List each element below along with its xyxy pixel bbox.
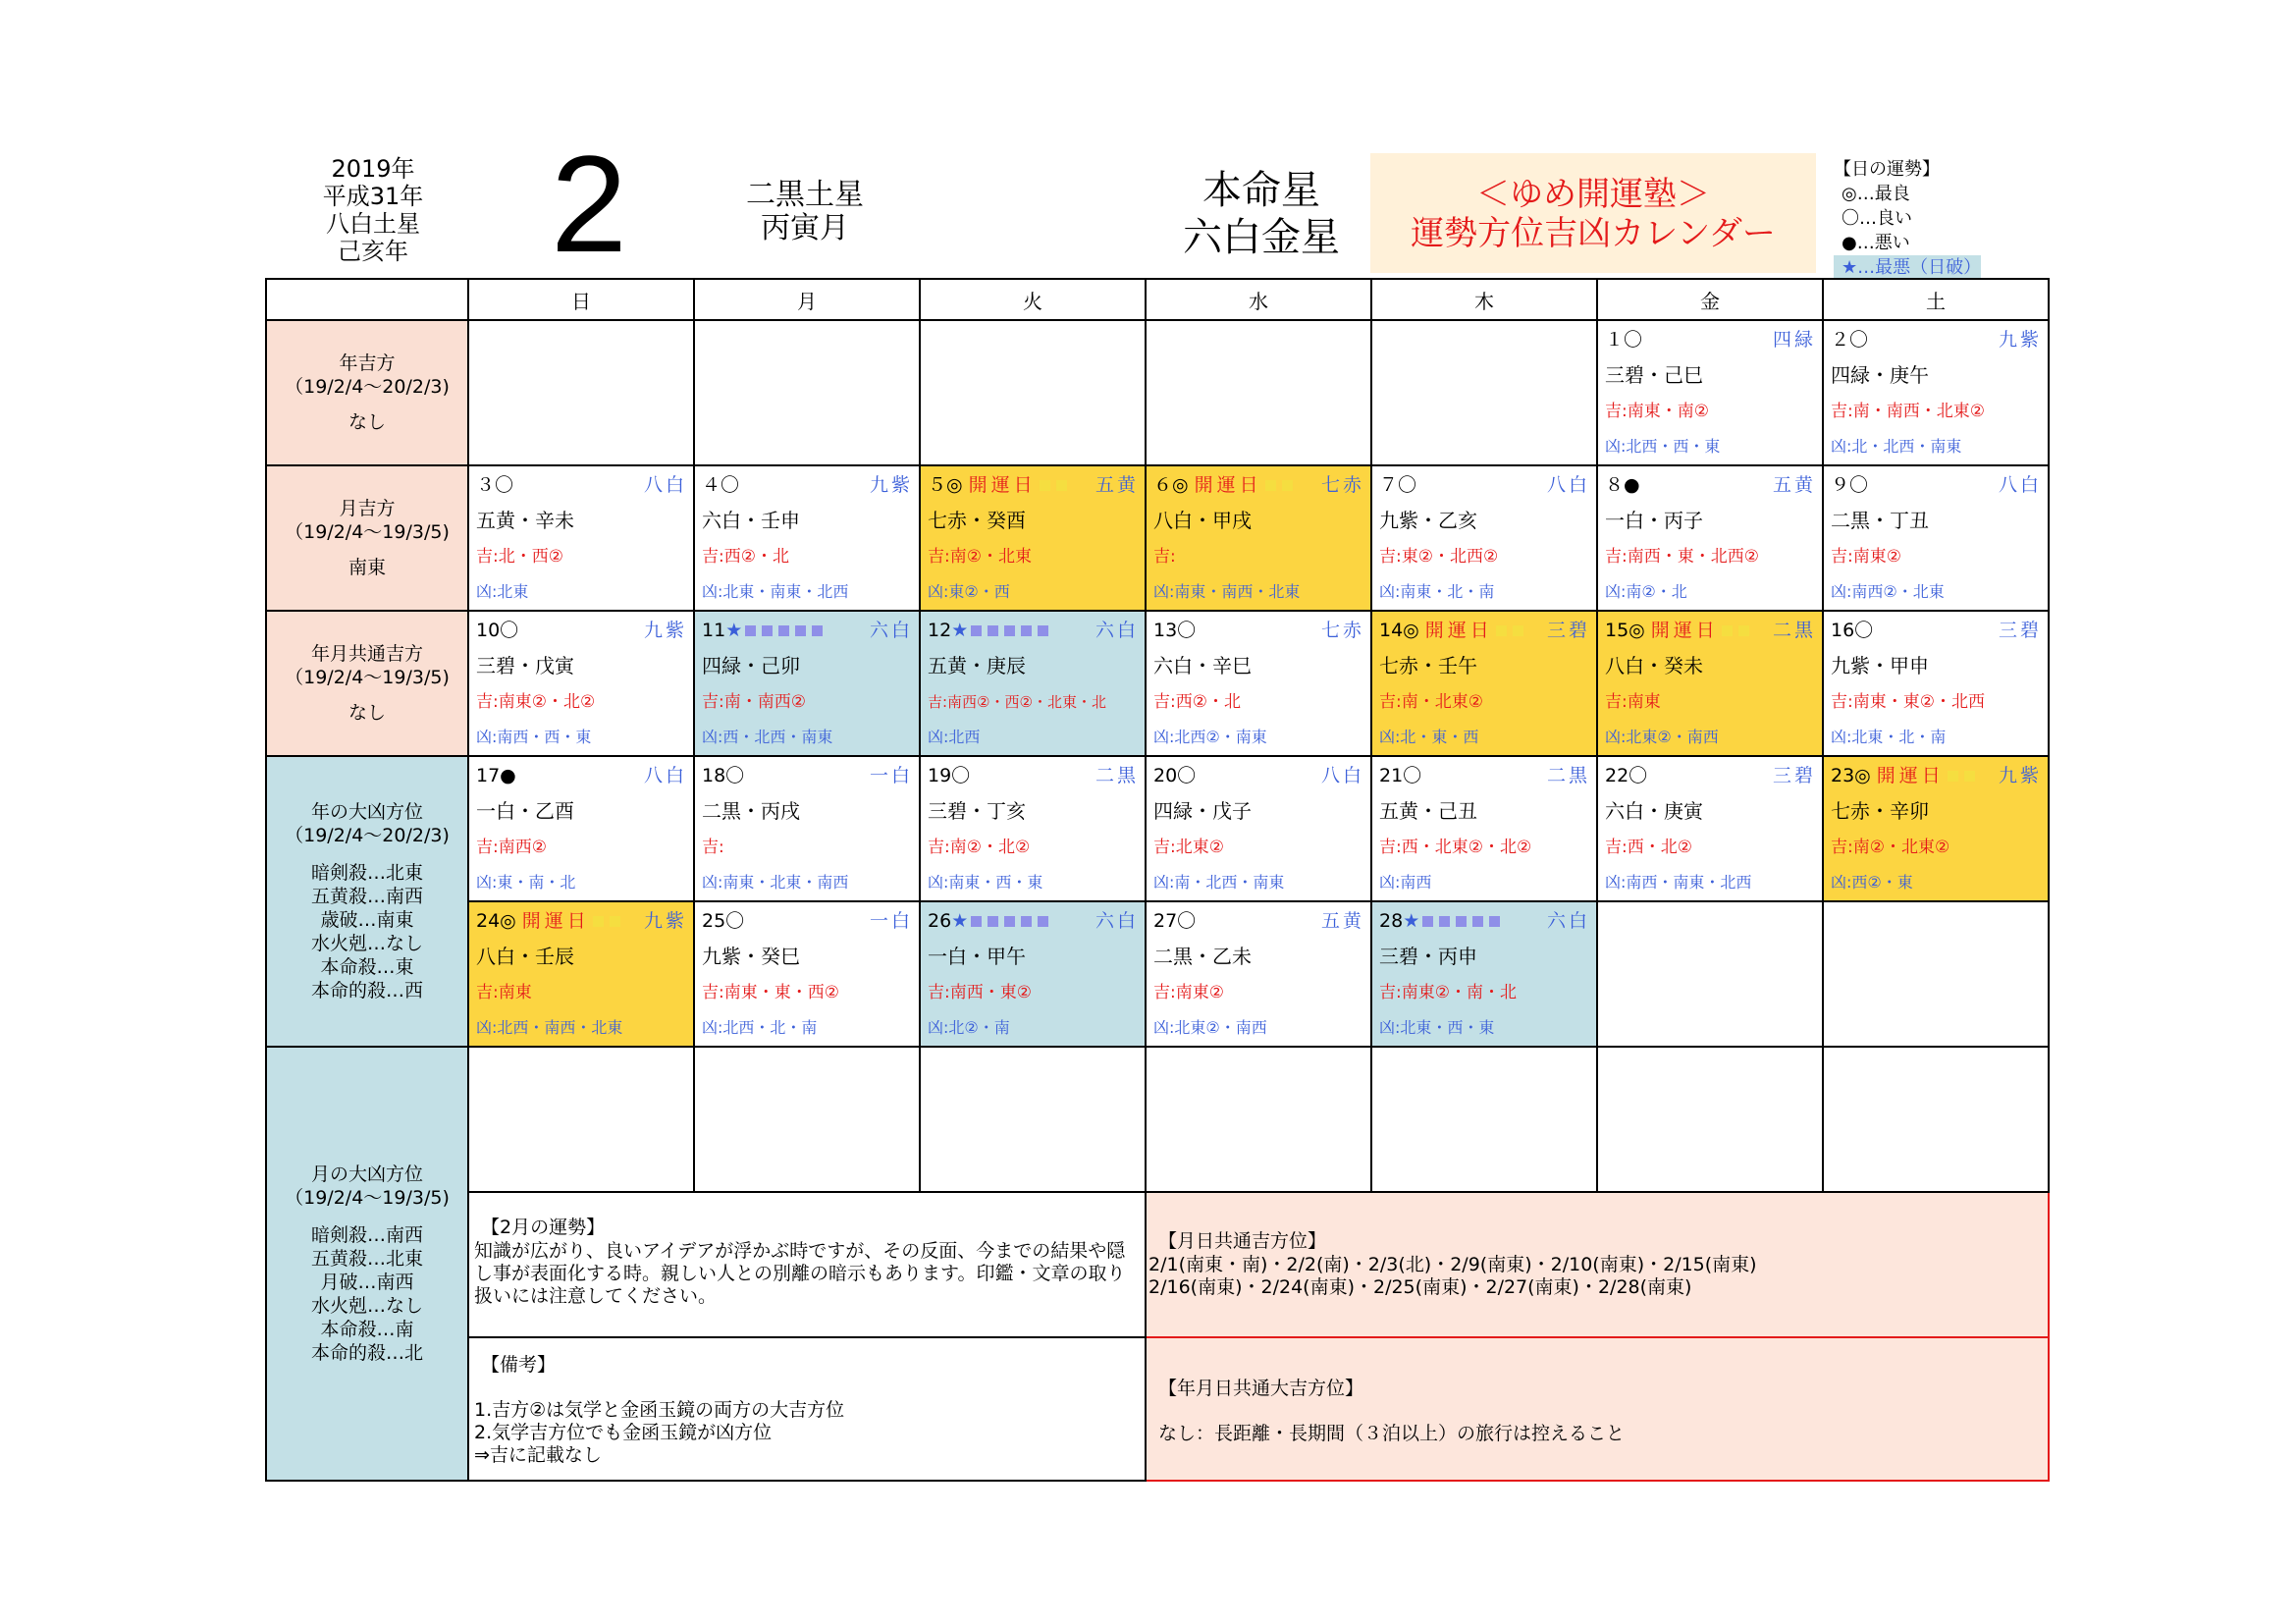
day-kyo: 凶:西・北西・南東 — [702, 728, 833, 746]
day-cell-6[interactable] — [1146, 465, 1371, 611]
day-kyo: 凶:北東・西・東 — [1379, 1018, 1495, 1037]
day-star: 六白 — [1546, 910, 1590, 932]
day-star: 五黄 — [1095, 474, 1139, 496]
day-star: 四緑 — [1772, 329, 1816, 351]
day-star: 七赤 — [1320, 474, 1364, 496]
legend-good: 〇…良い — [1842, 208, 1912, 229]
monthly-fortune-box — [468, 1192, 1146, 1337]
day-kyo: 凶:西②・東 — [1831, 873, 1913, 892]
side-year-bad — [266, 756, 468, 1047]
side-month-good — [266, 465, 468, 611]
day-star: 五黄 — [1320, 910, 1364, 932]
grand-good-title: 【年月日共通大吉方位】 — [1158, 1378, 1364, 1399]
day-kyo: 凶:南西・南東・北西 — [1605, 873, 1752, 892]
day-cell-16[interactable] — [1823, 611, 2049, 756]
day-cell-28[interactable] — [1371, 901, 1597, 1047]
side-item: 五黄殺…北東 — [310, 1248, 423, 1270]
calendar-table — [265, 278, 2050, 1482]
day-kyo: 凶:北西・南西・北東 — [476, 1018, 623, 1037]
day-kichi: 吉: — [1153, 547, 1176, 567]
day-number: ３〇 — [476, 474, 514, 496]
honmei-value: 六白金星 — [1183, 215, 1340, 260]
day-star: 七赤 — [1320, 620, 1364, 641]
legend-worst: ★…最悪（日破） — [1834, 255, 1981, 280]
day-star: 八白 — [1998, 474, 2042, 496]
side-item: 本命殺…南 — [320, 1319, 414, 1340]
day-kanshi: 五黄・己丑 — [1379, 799, 1477, 823]
day-cell-empty — [1371, 1047, 1597, 1192]
day-number: ８● — [1605, 474, 1640, 496]
day-kyo: 凶:東・南・北 — [476, 873, 576, 892]
day-kanshi: 五黄・辛未 — [476, 509, 574, 532]
worst-square — [778, 625, 789, 636]
day-star: 九紫 — [643, 620, 687, 641]
grand-good-body: なし：長距離・長期間（３泊以上）の旅行は控えること — [1158, 1423, 1626, 1444]
legend-bad: ●…悪い — [1842, 233, 1910, 253]
day-star: 五黄 — [1772, 474, 1816, 496]
day-kyo: 凶:南東・北東・南西 — [702, 873, 849, 892]
worst-square — [795, 625, 806, 636]
day-kanshi: 一白・甲午 — [928, 945, 1026, 968]
kaiun-square — [1496, 625, 1507, 636]
legend — [1834, 157, 1981, 280]
day-cell-empty — [1597, 1047, 1823, 1192]
day-number: 20〇 — [1153, 765, 1197, 786]
kaiun-square — [1056, 480, 1067, 491]
year-western: 2019年 — [331, 155, 415, 183]
day-kanshi: 四緑・庚午 — [1831, 363, 1929, 387]
month-number: 2 — [551, 127, 627, 281]
day-kichi: 吉:南西・東・北西② — [1605, 547, 1759, 567]
day-kichi: 吉:南東②・北② — [476, 692, 596, 712]
day-kyo: 凶:南西・西・東 — [476, 728, 592, 746]
day-star: 九紫 — [1998, 329, 2042, 351]
day-star: 六白 — [869, 620, 913, 641]
month-kanshi: 丙寅月 — [761, 211, 849, 245]
kaiun-square — [1040, 480, 1050, 491]
day-kyo: 凶:南②・北 — [1605, 582, 1687, 601]
day-kyo: 凶:北東②・南西 — [1153, 1018, 1267, 1037]
kaiun-square — [1265, 480, 1276, 491]
day-kyo: 凶:北西・西・東 — [1605, 437, 1721, 456]
day-cell-24[interactable] — [468, 901, 694, 1047]
day-number: 12 — [928, 620, 952, 641]
day-number: ５◎ — [928, 474, 963, 496]
day-cell-empty — [468, 320, 694, 465]
day-kyo: 凶:北東 — [476, 582, 529, 601]
day-kyo: 凶:北西②・南東 — [1153, 728, 1267, 746]
day-cell-15[interactable] — [1597, 611, 1823, 756]
day-cell-27[interactable] — [1146, 901, 1371, 1047]
side-item: 暗剣殺…南西 — [310, 1224, 423, 1246]
kaiun-square — [1738, 625, 1749, 636]
day-star: 二黒 — [1772, 620, 1816, 641]
worst-square — [1004, 916, 1015, 927]
year-star: 八白土星 — [326, 210, 420, 238]
day-star: 三碧 — [1998, 620, 2042, 641]
side-title: 月の大凶方位 — [310, 1164, 423, 1185]
day-number: 23◎ — [1831, 765, 1871, 786]
side-title: 月吉方 — [339, 498, 396, 519]
day-kyo: 凶:北東・北・南 — [1831, 728, 1947, 746]
day-kichi: 吉:南・南西・北東② — [1831, 402, 1985, 421]
kaiun-square — [1948, 771, 1958, 782]
worst-square — [971, 625, 982, 636]
day-star: 九紫 — [869, 474, 913, 496]
day-cell-21[interactable] — [1371, 756, 1597, 901]
year-kanshi: 己亥年 — [338, 238, 408, 265]
honmei-label: 本命星 — [1202, 168, 1320, 213]
day-kanshi: 三碧・戊寅 — [476, 654, 574, 677]
day-cell-17[interactable] — [468, 756, 694, 901]
day-cell-22[interactable] — [1597, 756, 1823, 901]
kaiun-label: 開運日 — [1650, 620, 1719, 641]
day-cell-9[interactable] — [1823, 465, 2049, 611]
day-kichi: 吉:南西②・西②・北東・北 — [928, 693, 1106, 711]
month-star: 二黒土星 — [746, 178, 864, 212]
day-cell-empty — [468, 1047, 694, 1192]
day-kichi: 吉:西・北東②・北② — [1379, 838, 1532, 857]
day-star: 八白 — [1320, 765, 1364, 786]
day-cell-4[interactable] — [694, 465, 920, 611]
title-brand: ＜ゆめ開運塾＞ — [1476, 175, 1710, 214]
day-kanshi: 二黒・丁丑 — [1831, 509, 1929, 532]
day-kanshi: 五黄・庚辰 — [928, 654, 1026, 677]
day-kanshi: 七赤・辛卯 — [1831, 799, 1929, 823]
kaiun-label: 開運日 — [521, 910, 590, 932]
worst-square — [762, 625, 773, 636]
day-cell-1[interactable] — [1597, 320, 1823, 465]
day-cell-23[interactable] — [1823, 756, 2049, 901]
day-star: 九紫 — [1998, 765, 2042, 786]
remarks-line: ⇒吉に記載なし — [474, 1444, 602, 1466]
day-kichi: 吉:北東② — [1153, 838, 1224, 857]
worst-star-icon: ★ — [951, 620, 969, 641]
day-kichi: 吉:南東 — [476, 983, 532, 1002]
day-kyo: 凶:北・北西・南東 — [1831, 437, 1962, 456]
day-cell-empty — [1146, 320, 1371, 465]
day-kichi: 吉:西・北② — [1605, 838, 1692, 857]
day-kichi: 吉:南②・北東 — [928, 547, 1032, 567]
kaiun-square — [1964, 771, 1975, 782]
day-cell-18[interactable] — [694, 756, 920, 901]
day-kichi: 吉:西②・北 — [1153, 692, 1241, 712]
common-good-days-line1: 2/1(南東・南)・2/2(南)・2/3(北)・2/9(南東)・2/10(南東)・2/15(南東) — [1148, 1254, 1757, 1275]
legend-best: ◎…最良 — [1842, 184, 1910, 204]
day-number: 19〇 — [928, 765, 971, 786]
day-kichi: 吉:北・西② — [476, 547, 563, 567]
day-kichi: 吉:南・北東② — [1379, 692, 1483, 712]
day-star: 一白 — [869, 765, 913, 786]
common-good-days-title: 【月日共通吉方位】 — [1158, 1230, 1327, 1252]
worst-star-icon: ★ — [1403, 910, 1420, 932]
worst-square — [745, 625, 756, 636]
day-star: 八白 — [1546, 474, 1590, 496]
day-kichi: 吉:南②・北② — [928, 838, 1031, 857]
remarks-box — [468, 1337, 1146, 1481]
side-month-bad — [266, 1047, 468, 1481]
remarks-line: 2.気学吉方位でも金函玉鏡が凶方位 — [474, 1422, 773, 1443]
day-number: １〇 — [1605, 329, 1643, 351]
day-kanshi: 九紫・甲申 — [1831, 654, 1929, 677]
day-kichi: 吉:南東② — [1153, 983, 1224, 1002]
day-cell-empty — [1146, 1047, 1371, 1192]
day-star: 六白 — [1095, 620, 1139, 641]
side-item: 本命殺…東 — [320, 956, 414, 978]
day-cell-3[interactable] — [468, 465, 694, 611]
day-number: ６◎ — [1153, 474, 1189, 496]
day-cell-empty — [920, 1047, 1146, 1192]
weekday-sun: 日 — [468, 279, 694, 320]
kaiun-label: 開運日 — [1876, 765, 1945, 786]
day-number: 17● — [476, 765, 516, 786]
day-number: 28 — [1379, 910, 1404, 932]
day-kanshi: 八白・甲戌 — [1153, 509, 1252, 532]
day-kyo: 凶:北東②・南西 — [1605, 728, 1719, 746]
side-range: （19/2/4～19/3/5) — [285, 521, 450, 543]
worst-square — [1004, 625, 1015, 636]
worst-square — [988, 625, 998, 636]
day-kichi: 吉:南東 — [1605, 692, 1661, 712]
day-kanshi: 四緑・己卯 — [702, 654, 800, 677]
side-item: 水火剋…なし — [310, 1295, 423, 1317]
side-range: （19/2/4～20/2/3) — [285, 825, 450, 846]
worst-square — [1472, 916, 1483, 927]
side-item: 暗剣殺…北東 — [310, 862, 423, 884]
day-kyo: 凶:北東・南東・北西 — [702, 582, 849, 601]
day-number: 26 — [928, 910, 952, 932]
kaiun-label: 開運日 — [968, 474, 1037, 496]
day-number: ２〇 — [1831, 329, 1869, 351]
common-good-days-line2: 2/16(南東)・2/24(南東)・2/25(南東)・2/27(南東)・2/28(南東) — [1148, 1276, 1692, 1298]
day-number: ４〇 — [702, 474, 740, 496]
day-kanshi: 三碧・己巳 — [1605, 363, 1703, 387]
day-cell-5[interactable] — [920, 465, 1146, 611]
worst-square — [988, 916, 998, 927]
day-cell-2[interactable] — [1823, 320, 2049, 465]
day-kanshi: 七赤・壬午 — [1379, 654, 1477, 677]
day-star: 三碧 — [1546, 620, 1590, 641]
side-year-good — [266, 320, 468, 465]
day-kanshi: 八白・壬辰 — [476, 945, 574, 968]
day-kanshi: 四緑・戊子 — [1153, 799, 1252, 823]
side-range: （19/2/4～20/2/3) — [285, 376, 450, 398]
day-number: 11 — [702, 620, 726, 641]
day-star: 六白 — [1095, 910, 1139, 932]
day-number: 21〇 — [1379, 765, 1422, 786]
title-box — [1370, 153, 1816, 273]
worst-square — [971, 916, 982, 927]
day-number: 18〇 — [702, 765, 745, 786]
grand-good-box — [1146, 1337, 2049, 1481]
kaiun-square — [1722, 625, 1733, 636]
worst-square — [1038, 916, 1048, 927]
day-star: 八白 — [643, 765, 687, 786]
day-cell-empty — [1823, 1047, 2049, 1192]
remarks-title: 【備考】 — [481, 1354, 557, 1376]
day-number: 22〇 — [1605, 765, 1648, 786]
common-good-days-box — [1146, 1192, 2049, 1337]
day-kyo: 凶:南西 — [1379, 873, 1432, 892]
kaiun-label: 開運日 — [1194, 474, 1262, 496]
day-kichi: 吉:南西・東② — [928, 983, 1032, 1002]
day-cell-19[interactable] — [920, 756, 1146, 901]
side-value: なし — [347, 411, 386, 433]
day-number: ７〇 — [1379, 474, 1417, 496]
day-kanshi: 九紫・癸巳 — [702, 945, 800, 968]
side-value: 南東 — [347, 557, 386, 578]
day-kyo: 凶:南西②・北東 — [1831, 582, 1945, 601]
day-kyo: 凶:南東・南西・北東 — [1153, 582, 1301, 601]
day-cell-empty — [694, 1047, 920, 1192]
year-heisei: 平成31年 — [322, 183, 424, 210]
day-cell-empty — [920, 320, 1146, 465]
year-info — [294, 155, 452, 265]
day-kyo: 凶:北・東・西 — [1379, 728, 1479, 746]
side-range: （19/2/4～19/3/5) — [285, 1187, 450, 1209]
day-kanshi: 二黒・乙未 — [1153, 945, 1252, 968]
day-cell-7[interactable] — [1371, 465, 1597, 611]
day-cell-20[interactable] — [1146, 756, 1371, 901]
monthly-fortune-body: 知識が広がり、良いアイデアが浮かぶ時ですが、その反面、今までの結果や隠し事が表面化する時。親しい人との別離の暗示もあります。印鑑・文章の取り扱いには注意してください。 — [474, 1240, 1126, 1307]
worst-square — [812, 625, 823, 636]
side-item: 五黄殺…南西 — [310, 886, 423, 907]
worst-square — [1021, 916, 1032, 927]
kaiun-label: 開運日 — [1424, 620, 1493, 641]
remarks-line: 1.吉方②は気学と金函玉鏡の両方の大吉方位 — [474, 1399, 845, 1421]
day-kichi: 吉:西②・北 — [702, 547, 789, 567]
day-number: ９〇 — [1831, 474, 1869, 496]
day-cell-12[interactable] — [920, 611, 1146, 756]
kaiun-square — [610, 916, 620, 927]
legend-title: 【日の運勢】 — [1834, 159, 1940, 180]
side-item: 月破…南西 — [320, 1272, 414, 1293]
weekday-tue: 火 — [920, 279, 1146, 320]
day-kichi: 吉:南②・北東② — [1831, 838, 1950, 857]
worst-square — [1038, 625, 1048, 636]
day-kanshi: 六白・壬申 — [702, 509, 800, 532]
day-kichi: 吉:南東②・南・北 — [1379, 983, 1517, 1002]
side-item: 本命的殺…西 — [310, 980, 423, 1001]
day-kyo: 凶:南・北西・南東 — [1153, 873, 1285, 892]
day-star: 一白 — [869, 910, 913, 932]
day-kichi: 吉:東②・北西② — [1379, 547, 1499, 567]
day-cell-empty — [1371, 320, 1597, 465]
side-item: 本命的殺…北 — [310, 1342, 423, 1364]
day-kichi: 吉:南東・南② — [1605, 402, 1709, 421]
worst-square — [1439, 916, 1450, 927]
side-range: （19/2/4～19/3/5) — [285, 667, 450, 688]
day-star: 二黒 — [1095, 765, 1139, 786]
day-star: 九紫 — [643, 910, 687, 932]
day-number: 24◎ — [476, 910, 516, 932]
kaiun-square — [1282, 480, 1293, 491]
side-common-good — [266, 611, 468, 756]
day-cell-10[interactable] — [468, 611, 694, 756]
day-kanshi: 九紫・乙亥 — [1379, 509, 1477, 532]
side-title: 年の大凶方位 — [310, 801, 423, 823]
kaiun-square — [593, 916, 604, 927]
day-kanshi: 六白・辛巳 — [1153, 654, 1252, 677]
weekday-sat: 土 — [1823, 279, 2049, 320]
day-cell-11[interactable] — [694, 611, 920, 756]
day-kanshi: 七赤・癸酉 — [928, 509, 1026, 532]
day-kyo: 凶:南東・西・東 — [928, 873, 1043, 892]
day-cell-empty — [694, 320, 920, 465]
day-kyo: 凶:南東・北・南 — [1379, 582, 1495, 601]
side-value: なし — [347, 702, 386, 724]
side-title: 年吉方 — [339, 352, 396, 374]
weekday-mon: 月 — [694, 279, 920, 320]
day-cell-8[interactable] — [1597, 465, 1823, 611]
day-cell-13[interactable] — [1146, 611, 1371, 756]
worst-star-icon: ★ — [951, 910, 969, 932]
day-kichi: 吉:南東・東・西② — [702, 983, 839, 1002]
day-kanshi: 一白・乙酉 — [476, 799, 574, 823]
honmei-star — [1153, 167, 1369, 261]
weekday-thu: 木 — [1371, 279, 1597, 320]
side-title: 年月共通吉方 — [310, 643, 423, 665]
day-kanshi: 八白・癸未 — [1605, 654, 1703, 677]
month-star-info — [726, 179, 883, 245]
worst-square — [1456, 916, 1467, 927]
day-number: 27〇 — [1153, 910, 1197, 932]
day-kichi: 吉:南・南西② — [702, 692, 806, 712]
day-kanshi: 六白・庚寅 — [1605, 799, 1703, 823]
day-kanshi: 三碧・丙申 — [1379, 945, 1477, 968]
day-star: 八白 — [643, 474, 687, 496]
corner-cell — [266, 279, 468, 320]
day-kyo: 凶:北西 — [928, 728, 981, 746]
day-number: 16〇 — [1831, 620, 1874, 641]
day-star: 二黒 — [1546, 765, 1590, 786]
day-kyo: 凶:東②・西 — [928, 582, 1010, 601]
kaiun-square — [1513, 625, 1523, 636]
worst-square — [1422, 916, 1433, 927]
day-number: 15◎ — [1605, 620, 1645, 641]
monthly-fortune-title: 【2月の運勢】 — [481, 1217, 606, 1238]
side-item: 水火剋…なし — [310, 933, 423, 954]
worst-star-icon: ★ — [725, 620, 743, 641]
day-number: 10〇 — [476, 620, 519, 641]
weekday-fri: 金 — [1597, 279, 1823, 320]
day-cell-14[interactable] — [1371, 611, 1597, 756]
day-kanshi: 三碧・丁亥 — [928, 799, 1026, 823]
day-kyo: 凶:北西・北・南 — [702, 1018, 818, 1037]
day-cell-25[interactable] — [694, 901, 920, 1047]
day-kichi: 吉:南西② — [476, 838, 547, 857]
day-number: 13〇 — [1153, 620, 1197, 641]
day-kanshi: 二黒・丙戌 — [702, 799, 800, 823]
weekday-wed: 水 — [1146, 279, 1371, 320]
title-main: 運勢方位吉凶カレンダー — [1411, 214, 1776, 253]
day-star: 三碧 — [1772, 765, 1816, 786]
day-kichi: 吉:南東・東②・北西 — [1831, 692, 1985, 712]
day-number: 14◎ — [1379, 620, 1419, 641]
day-kichi: 吉:南東② — [1831, 547, 1901, 567]
day-number: 25〇 — [702, 910, 745, 932]
side-item: 歳破…南東 — [320, 909, 414, 931]
worst-square — [1489, 916, 1500, 927]
day-cell-empty — [1597, 901, 1823, 1047]
day-kyo: 凶:北②・南 — [928, 1018, 1010, 1037]
day-kichi: 吉: — [702, 838, 724, 857]
day-cell-empty — [1823, 901, 2049, 1047]
day-cell-26[interactable] — [920, 901, 1146, 1047]
day-kanshi: 一白・丙子 — [1605, 509, 1703, 532]
worst-square — [1021, 625, 1032, 636]
